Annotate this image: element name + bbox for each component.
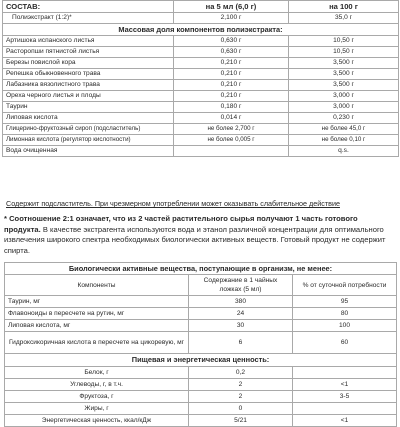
component-100g: 3,500 г — [289, 80, 399, 91]
component-5ml: 0,630 г — [174, 36, 289, 47]
nutrition-row — [5, 415, 397, 427]
nutrition-percent — [293, 403, 397, 415]
nutrition-row — [5, 391, 397, 403]
component-row — [3, 91, 399, 102]
section-title: Массовая доля компонентов полиэкстракта: — [3, 24, 399, 36]
component-name: Репешка обыкновенного трава — [3, 69, 174, 80]
composition-header-100g: на 100 г — [289, 1, 399, 13]
component-name: Ореха черного листья и плоды — [3, 91, 174, 102]
component-5ml: 0,210 г — [174, 91, 289, 102]
bioactive-header-percent: % от суточной потребности — [293, 275, 397, 296]
nutrition-row — [5, 379, 397, 391]
component-100g: 0,230 г — [289, 113, 399, 124]
component-name: Липовая кислота — [3, 113, 174, 124]
extra-name: Лимонная кислота (регулятор кислотности) — [3, 135, 174, 146]
nutrition-percent: <1 — [293, 379, 397, 391]
extra-5ml: не более 0,005 г — [174, 135, 289, 146]
nutrition-name: Белок, г — [5, 367, 189, 379]
extra-row — [3, 124, 399, 135]
nutrition-row — [5, 367, 397, 379]
extra-row — [3, 146, 399, 157]
component-100g: 10,50 г — [289, 36, 399, 47]
component-row — [3, 36, 399, 47]
nutrition-amount: 2 — [189, 379, 293, 391]
extra-100g: не более 0,10 г — [289, 135, 399, 146]
polyextract-100g: 35,0 г — [289, 13, 399, 24]
component-row — [3, 47, 399, 58]
component-name: Расторопши пятнистой листья — [3, 47, 174, 58]
nutrition-percent: <1 — [293, 415, 397, 427]
composition-header-5ml: на 5 мл (6,0 г) — [174, 1, 289, 13]
bioactive-table — [4, 262, 397, 427]
extra-5ml — [174, 146, 289, 157]
bioactive-header-amount: Содержание в 1 чайных ложках (5 мл) — [189, 275, 293, 296]
bioactive-row — [5, 320, 397, 332]
component-name: Таурин — [3, 102, 174, 113]
component-100g: 3,500 г — [289, 69, 399, 80]
nutrition-percent — [293, 367, 397, 379]
component-5ml: 0,180 г — [174, 102, 289, 113]
nutrition-row — [5, 403, 397, 415]
nutrition-name: Углеводы, г, в т.ч. — [5, 379, 189, 391]
nutrition-amount: 5/21 — [189, 415, 293, 427]
bioactive-row — [5, 332, 397, 354]
bioactive-amount: 380 — [189, 296, 293, 308]
component-100g: 3,000 г — [289, 102, 399, 113]
extra-name: Вода очищенная — [3, 146, 174, 157]
bioactive-title-row — [5, 263, 397, 275]
nutrition-title-row — [5, 354, 397, 367]
bioactive-name: Таурин, мг — [5, 296, 189, 308]
component-name: Артишока испанского листья — [3, 36, 174, 47]
component-row — [3, 113, 399, 124]
bioactive-name: Гидроксикоричная кислота в пересчете на цикоревую, мг — [5, 332, 189, 354]
component-row — [3, 69, 399, 80]
bioactive-row — [5, 296, 397, 308]
nutrition-name: Энергетическая ценность, ккал/кДж — [5, 415, 189, 427]
extra-100g: не более 45,0 г — [289, 124, 399, 135]
nutrition-title: Пищевая и энергетическая ценность: — [5, 354, 397, 367]
component-5ml: 0,630 г — [174, 47, 289, 58]
bioactive-title: Биологически активные вещества, поступающие в организм, не менее: — [5, 263, 397, 275]
bioactive-amount: 6 — [189, 332, 293, 354]
nutrition-amount: 0,2 — [189, 367, 293, 379]
component-row — [3, 80, 399, 91]
component-name: Лабазника вязолистного трава — [3, 80, 174, 91]
polyextract-name: Полиэкстракт (1:2)* — [3, 13, 174, 24]
component-100g: 3,000 г — [289, 91, 399, 102]
bioactive-name: Флавоноиды в пересчете на рутин, мг — [5, 308, 189, 320]
component-row — [3, 102, 399, 113]
bioactive-header-components: Компоненты — [5, 275, 189, 296]
composition-header-name: СОСТАВ: — [3, 1, 174, 13]
extra-100g: q.s. — [289, 146, 399, 157]
nutrition-percent: 3-5 — [293, 391, 397, 403]
bioactive-header-row — [5, 275, 397, 296]
bioactive-percent: 100 — [293, 320, 397, 332]
component-100g: 10,50 г — [289, 47, 399, 58]
component-5ml: 0,210 г — [174, 80, 289, 91]
component-5ml: 0,014 г — [174, 113, 289, 124]
nutrition-name: Фруктоза, г — [5, 391, 189, 403]
composition-table — [2, 0, 399, 157]
component-row — [3, 58, 399, 69]
bioactive-amount: 24 — [189, 308, 293, 320]
bioactive-percent: 60 — [293, 332, 397, 354]
bioactive-percent: 80 — [293, 308, 397, 320]
polyextract-5ml: 2,100 г — [174, 13, 289, 24]
ratio-note-bold: * Соотношение 2:1 означает, что из 2 частей растительного сырья получают 1 часть готового продукта. — [4, 214, 358, 234]
bioactive-percent: 95 — [293, 296, 397, 308]
composition-header-row — [3, 1, 399, 13]
component-5ml: 0,210 г — [174, 69, 289, 80]
section-title-row — [3, 24, 399, 36]
sweetener-warning: Содержит подсластитель. При чрезмерном употреблении может оказывать слабительное действие — [6, 199, 340, 208]
extra-row — [3, 135, 399, 146]
nutrition-name: Жиры, г — [5, 403, 189, 415]
ratio-note — [4, 214, 396, 256]
bioactive-row — [5, 308, 397, 320]
extra-5ml: не более 2,700 г — [174, 124, 289, 135]
extra-name: Глицерино-фруктозный сироп (подсластитель) — [3, 124, 174, 135]
component-5ml: 0,210 г — [174, 58, 289, 69]
bioactive-amount: 30 — [189, 320, 293, 332]
nutrition-amount: 2 — [189, 391, 293, 403]
nutrition-amount: 0 — [189, 403, 293, 415]
ratio-note-text: В качестве экстрагента используются вода и этанол различной концентрации для оптимального извлечения широкого спектра необходимых биологически активных веществ. Готовый продукт не содержит спирта. — [4, 224, 386, 255]
component-name: Березы повислой кора — [3, 58, 174, 69]
bioactive-name: Липовая кислота, мг — [5, 320, 189, 332]
polyextract-row — [3, 13, 399, 24]
component-100g: 3,500 г — [289, 58, 399, 69]
